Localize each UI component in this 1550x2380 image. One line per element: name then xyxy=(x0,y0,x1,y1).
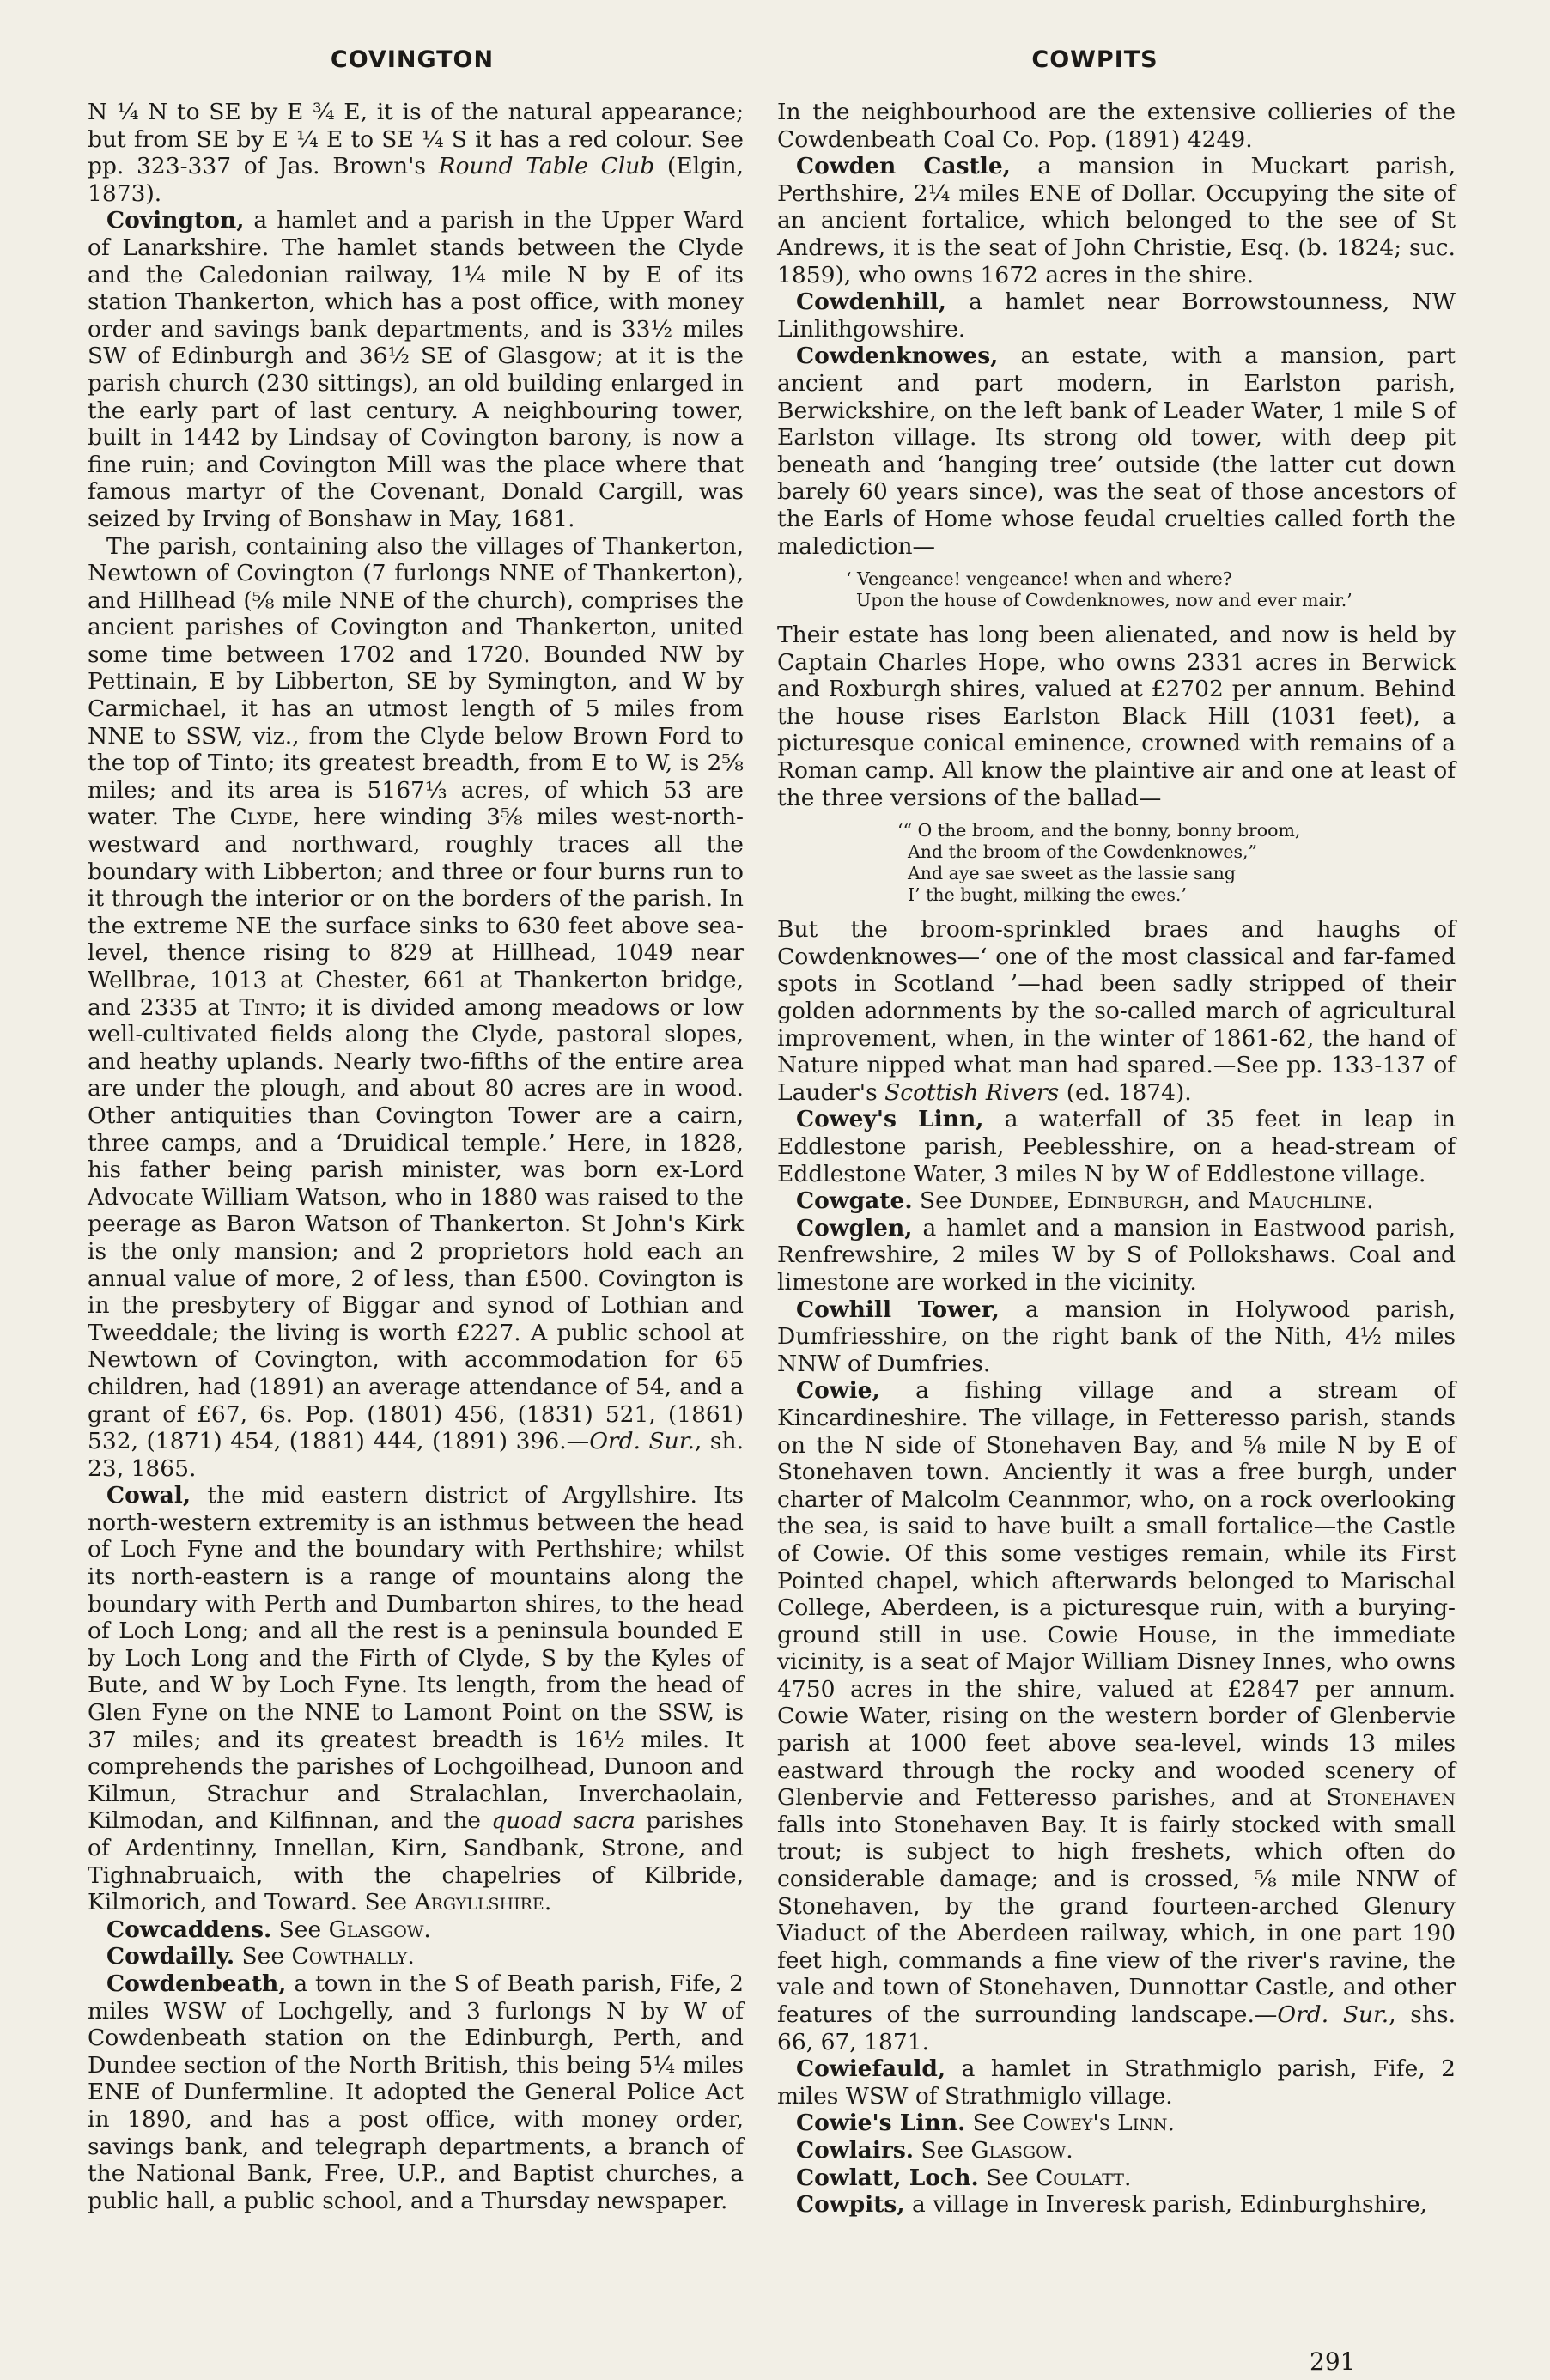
entry-headword: Covington, xyxy=(106,207,245,234)
right-entries-a xyxy=(777,99,1456,560)
entry-text: . xyxy=(1167,2110,1175,2137)
entry-paragraph xyxy=(777,1106,1456,1187)
entry-headword: Cowey's Linn, xyxy=(796,1106,984,1133)
entry-text: . xyxy=(1066,2136,1073,2164)
entry-text: See xyxy=(912,1187,970,1215)
entry-text: Ord. Sur. xyxy=(1277,2001,1389,2028)
entry-paragraph xyxy=(88,1482,744,1916)
verse-line: Upon the house of Cowdenknowes, now and ever mair.’ xyxy=(856,590,1352,611)
entry-text: Scottish Rivers xyxy=(884,1078,1060,1106)
entry-text: a hamlet and a parish in the Upper Ward of Lanarkshire. The hamlet stands between the Clyde and the Caledonian railway, 1¼ mile N by E of its station Thankerton, which has a post office, with money order and savings bank departments, and is 33½ miles SW of Edinburgh and 36½ SE of Glasgow; at it is the parish church (230 sittings), an old building enlarged in the early part of last century. A neighbouring tower, built in 1442 by Lindsay of Covington barony, is now a fine ruin; and Covington Mill was the place where that famous martyr of the Covenant, Donald Cargill, was seized by Irving of Bonshaw in May, 1681. xyxy=(88,207,744,532)
entry-paragraph xyxy=(88,1970,744,2214)
entry-text: Tinto xyxy=(239,993,300,1021)
entry-text: (ed. 1874). xyxy=(1059,1078,1192,1106)
entry-text: Coulatt xyxy=(1036,2164,1124,2191)
entry-text: Their estate has long been alienated, and now is held by Captain Charles Hope, who owns 2331 acres in Berwick and Roxburgh shires, valued at £2702 per annum. Behind the house rises Earlston Black Hill (1031 feet), a picturesque conical eminence, crowned with remains of a Roman camp. All know the plaintive air and one at least of the three versions of the ballad— xyxy=(777,622,1456,811)
verse-line: And aye sae sweet as the lassie sang xyxy=(908,863,1237,884)
entry-text: a hamlet and a mansion in Eastwood parish, Renfrewshire, 2 miles W by S of Pollokshaws. Coal and limestone are worked in the vicinity. xyxy=(777,1214,1456,1296)
entry-text: a town in the S of Beath parish, Fife, 2 miles WSW of Lochgelly, and 3 furlongs N by W of Cowdenbeath station on the Edinburgh, Perth, and Dundee section of the North British, this being 5¼ miles ENE of Dunfermline. It adopted the General Police Act in 1890, and has a post office, with money order, savings bank, and telegraph departments, a branch of the National Bank, Free, U.P., and Baptist churches, a public hall, a public school, and a Thursday newspaper. xyxy=(88,1970,744,2214)
entry-headword: Cowlatt, Loch. xyxy=(796,2164,979,2191)
entry-text: Edinburgh xyxy=(1067,1187,1183,1215)
entry-headword: Cowlairs. xyxy=(796,2136,914,2164)
entry-paragraph xyxy=(777,1215,1456,1296)
entry-paragraph xyxy=(777,99,1456,153)
left-entries xyxy=(88,99,744,2214)
entry-paragraph xyxy=(777,343,1456,560)
entry-paragraph xyxy=(777,2110,1456,2137)
entry-headword: Cowgate. xyxy=(796,1187,913,1215)
running-head-left: COVINGTON xyxy=(330,46,495,73)
entry-text: a village in Inveresk parish, Edinburghshire, xyxy=(904,2191,1427,2219)
entry-headword: Cowglen, xyxy=(796,1214,913,1242)
entry-text: Cowey's Linn xyxy=(1022,2110,1168,2137)
entry-text: See xyxy=(978,2164,1036,2191)
entry-headword: Cowhill Tower, xyxy=(796,1296,1000,1323)
entry-headword: Cowie, xyxy=(796,1377,880,1405)
entry-headword: Cowdenknowes, xyxy=(796,343,999,370)
entry-headword: Cowie's Linn. xyxy=(796,2110,966,2137)
entry-paragraph xyxy=(88,533,744,1483)
entry-paragraph xyxy=(777,916,1456,1106)
entry-text: a mansion in Muckart parish, Perthshire, 2¼ miles ENE of Dollar. Occupying the site of an ancient fortalice, which belonged to the see of St Andrews, it is the seat of John Christie, Esq. (b. 1824; suc. 1859), who owns 1672 acres in the shire. xyxy=(777,153,1456,288)
right-entries-b xyxy=(777,622,1456,811)
entry-headword: Cowal, xyxy=(106,1482,191,1509)
entry-headword: Cowdenbeath, xyxy=(106,1970,287,1997)
entry-paragraph xyxy=(777,153,1456,288)
entry-text: Argyllshire xyxy=(414,1889,544,1916)
entry-text: Clyde xyxy=(229,804,293,831)
entry-text: But the broom-sprinkled braes and haughs of Cowdenknowes—‘ one of the most classical and far-famed spots in Scotland ’—had been sadly stripped of their golden adornments by the so-called march of agricultural improvement, when, in the winter of 1861-62, the hand of Nature nipped what man had spared.—See pp. 133-137 of Lauder's xyxy=(777,916,1456,1106)
verse-line: ‘“ O the broom, and the bonny, bonny broom, xyxy=(897,820,1301,841)
entry-paragraph xyxy=(777,622,1456,811)
entry-text: falls into Stonehaven Bay. It is fairly stocked with small trout; is subject to high freshets, which often do considerable damage; and is crossed, ⅝ mile NNW of Stonehaven, by the grand fourteen-arched Glenury Viaduct of the Aberdeen railway, which, in one part 190 feet high, commands a fine view of the river's ravine, the vale and town of Stonehaven, Dunnottar Castle, and other features of the surrounding landscape.— xyxy=(777,1811,1456,2028)
running-head-right: COWPITS xyxy=(1031,46,1158,73)
entry-headword: Cowpits, xyxy=(796,2191,905,2219)
verse-line: I’ the bught, milking the ewes.’ xyxy=(908,884,1187,906)
entry-headword: Cowcaddens. xyxy=(106,1916,272,1943)
entry-paragraph xyxy=(88,1916,744,1944)
entry-headword: Cowdenhill, xyxy=(796,288,946,316)
entry-text: . xyxy=(423,1916,431,1943)
right-column xyxy=(777,99,1456,2219)
entry-paragraph xyxy=(777,288,1456,343)
entry-text: . xyxy=(1123,2164,1132,2191)
verse-line: ‘ Vengeance! vengeance! when and where? xyxy=(846,568,1232,590)
entry-text: , and xyxy=(1182,1187,1248,1215)
entry-text: , xyxy=(1052,1187,1067,1215)
entry-text: . xyxy=(544,1889,552,1916)
entry-text: ; it is divided among meadows or low well-cultivated fields along the Clyde, pastoral slopes, and heathy uplands. Nearly two-fifths of the entire area are under the plough, and about 80 acres are in wood. Other antiquities than Covington Tower are a cairn, three camps, and a ‘Druidical temple.’ Here, in 1828, his father being parish minister, was born ex-Lord Advocate William Watson, who in 1880 was raised to the peerage as Baron Watson of Thankerton. St John's Kirk is the only mansion; and 2 proprietors hold each an annual value of more, 2 of less, than £500. Covington is in the presbytery of Biggar and synod of Lothian and Tweeddale; the living is worth £227. A public school at Newtown of Covington, with accommodation for 65 children, had (1891) an average attendance of 54, and a grant of £67, 6s. Pop. (1801) 456, (1831) 521, (1861) 532, (1871) 454, (1881) 444, (1891) 396.— xyxy=(88,993,744,1455)
verse-line: And the broom of the Cowdenknowes,” xyxy=(908,841,1258,863)
entry-text: parishes of Ardentinny, Innellan, Kirn, Sandbank, Strone, and Tighnabruaich, with the chapelries of Kilbride, Kilmorich, and Toward. See xyxy=(88,1807,745,1916)
entry-headword: Cowiefauld, xyxy=(796,2055,946,2083)
entry-text: the mid eastern district of Argyllshire. Its north-western extremity is an isthmus between the head of Loch Fyne and the boundary with Perthshire; whilst its north-eastern is a range of mountains along the boundary with Perth and Dumbarton shires, to the head of Loch Long; and all the rest is a peninsula bounded E by Loch Long and the Firth of Clyde, S by the Kyles of Bute, and W by Loch Fyne. Its length, from the head of Glen Fyne on the NNE to Lamont Point on the SSW, is 37 miles; and its greatest breadth is 16½ miles. It comprehends the parishes of Lochgoilhead, Dunoon and Kilmun, Strachur and Stralachlan, Inverchaolain, Kilmodan, and Kilfinnan, and the xyxy=(88,1482,744,1835)
entry-text: See xyxy=(965,2110,1023,2137)
entry-text: Mauchline xyxy=(1247,1187,1367,1215)
entry-text: a waterfall of 35 feet in leap in Eddlestone parish, Peeblesshire, on a head-stream of Eddlestone Water, 3 miles N by W of Eddlestone village. xyxy=(777,1106,1456,1187)
entry-text: . xyxy=(1366,1187,1374,1215)
entry-headword: Cowden Castle, xyxy=(796,153,1011,180)
left-column xyxy=(88,99,744,2214)
entry-text: Glasgow xyxy=(970,2136,1067,2164)
verse-ballad xyxy=(777,820,1456,906)
entry-text: The parish, containing also the villages of Thankerton, Newtown of Covington (7 furlongs NNE of Thankerton), and Hillhead (⅝ mile NNE of the church), comprises the ancient parishes of Covington and Thankerton, united some time between 1702 and 1720. Bounded NW by Pettinain, E by Libberton, SE by Symington, and W by Carmichael, it has an utmost length of 5 miles from NNE to SSW, viz., from the Clyde below Brown Ford to the top of Tinto; its greatest breadth, from E to W, is 2⅝ miles; and its area is 5167⅓ acres, of which 53 are water. The xyxy=(88,532,744,831)
page-number: 291 xyxy=(1310,2347,1356,2376)
entry-text: a mansion in Holywood parish, Dumfriesshire, on the right bank of the Nith, 4½ miles NNW of Dumfries. xyxy=(777,1296,1456,1377)
entry-text: , shs. 66, 67, 1871. xyxy=(777,2001,1456,2055)
entry-text: a hamlet near Borrowstounness, NW Linlithgowshire. xyxy=(777,288,1456,343)
entry-text: See xyxy=(234,1943,292,1970)
entry-text: See xyxy=(271,1916,329,1943)
entry-paragraph xyxy=(777,1187,1456,1215)
entry-paragraph xyxy=(777,2191,1456,2219)
entry-paragraph xyxy=(777,2164,1456,2192)
entry-text: Ord. Sur. xyxy=(589,1428,695,1455)
entry-paragraph xyxy=(88,99,744,207)
entry-paragraph xyxy=(88,207,744,532)
entry-paragraph xyxy=(777,2055,1456,2110)
entry-paragraph xyxy=(88,1943,744,1970)
right-entries-c xyxy=(777,916,1456,2219)
entry-text: . xyxy=(407,1943,415,1970)
entry-text: Stonehaven xyxy=(1326,1784,1456,1812)
entry-text: , sh. 23, 1865. xyxy=(88,1428,744,1482)
entry-text: Cowthally xyxy=(291,1943,408,1970)
entry-paragraph xyxy=(777,1296,1456,1378)
entry-text: (Elgin, 1873). xyxy=(88,153,744,207)
entry-text: In the neighbourhood are the extensive collieries of the Cowdenbeath Coal Co. Pop. (1891) 4249. xyxy=(777,99,1456,153)
entry-text: a hamlet in Strathmiglo parish, Fife, 2 miles WSW of Strathmiglo village. xyxy=(777,2055,1456,2110)
verse-malediction xyxy=(777,568,1456,611)
entry-text: Dundee xyxy=(969,1187,1053,1215)
entry-text: Glasgow xyxy=(328,1916,424,1943)
entry-text: N ¼ N to SE by E ¾ E, it is of the natural appearance; but from SE by E ¼ E to SE ¼ S it has a red colour. See pp. 323-337 of Jas. Brown's xyxy=(88,99,744,180)
entry-text: an estate, with a mansion, part ancient and part modern, in Earlston parish, Berwickshire, on the left bank of Leader Water, 1 mile S of Earlston village. Its strong old tower, with deep pit beneath and ‘hanging tree’ outside (the latter cut down barely 60 years since), was the seat of those ancestors of the Earls of Home whose feudal cruelties called forth the malediction— xyxy=(777,343,1456,560)
entry-text: , here winding 3⅝ miles west-north-westward and northward, roughly traces all the boundary with Libberton; and three or four burns run to it through the interior or on the borders of the parish. In the extreme NE the surface sinks to 630 feet above sea-level, thence rising to 829 at Hillhead, 1049 near Wellbrae, 1013 at Chester, 661 at Thankerton bridge, and 2335 at xyxy=(88,804,744,1021)
entry-text: See xyxy=(914,2136,971,2164)
entry-text: a fishing village and a stream of Kincardineshire. The village, in Fetteresso parish, stands on the N side of Stonehaven Bay, and ⅝ mile N by E of Stonehaven town. Anciently it was a free burgh, under charter of Malcolm Ceannmor, who, on a rock overlooking the sea, is said to have built a small fortalice—the Castle of Cowie. Of this some vestiges remain, while its First Pointed chapel, which afterwards belonged to Marischal College, Aberdeen, is a picturesque ruin, with a burying-ground still in use. Cowie House, in the immediate vicinity, is a seat of Major William Disney Innes, who owns 4750 acres in the shire, valued at £2847 per annum. Cowie Water, rising on the western border of Glenbervie parish at 1000 feet above sea-level, winds 13 miles eastward through the rocky and wooded scenery of Glenbervie and Fetteresso parishes, and at xyxy=(777,1377,1456,1812)
entry-paragraph xyxy=(777,2137,1456,2164)
entry-text: Round Table Club xyxy=(438,153,655,180)
entry-paragraph xyxy=(777,1377,1456,2055)
entry-headword: Cowdailly. xyxy=(106,1943,235,1970)
entry-text: quoad sacra xyxy=(491,1807,635,1835)
